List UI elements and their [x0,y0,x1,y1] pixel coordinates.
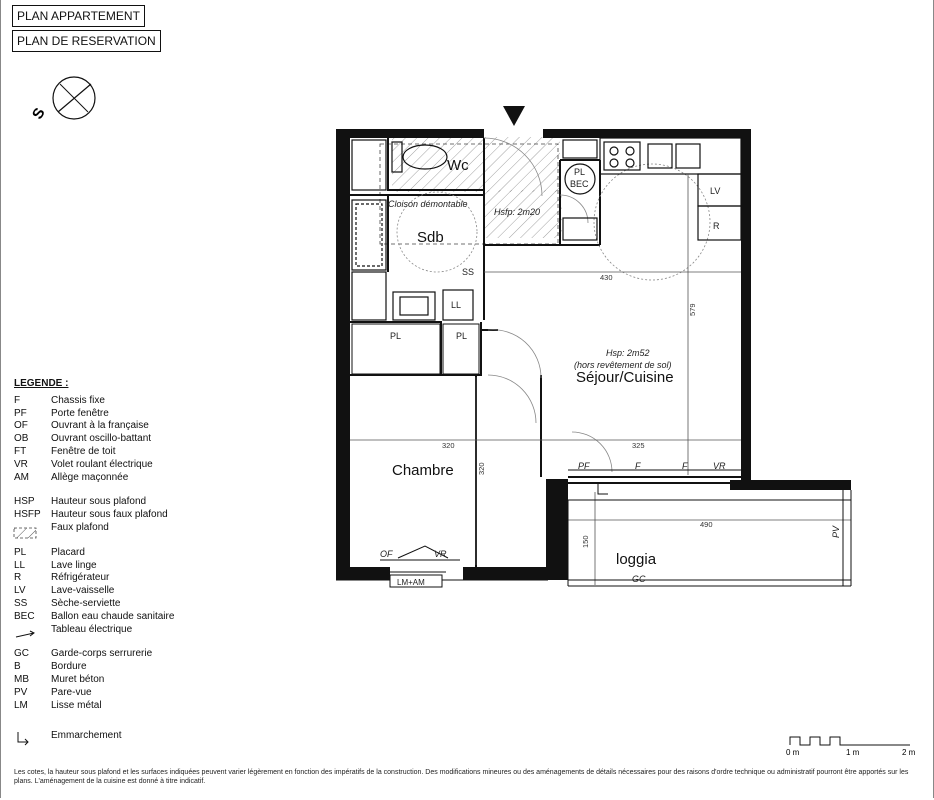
legend-desc: Réfrigérateur [51,572,110,584]
legend-code: GC [14,648,29,660]
legend-code: B [14,661,21,673]
compass-icon [53,77,95,119]
placard-mid-label: PL [456,331,468,341]
legend-code: MB [14,673,29,685]
legend-row [14,648,274,661]
room-wc: Wc [447,157,469,174]
legend-row [14,560,274,573]
vr-label: VR [713,461,726,471]
legend-row [14,433,274,446]
legend-row [14,585,274,598]
legend-desc: Garde-corps serrurerie [51,648,153,660]
legend-desc: Pare-vue [51,686,92,698]
legend-row [14,598,274,611]
lm-am-label: LM+AM [397,578,425,587]
pl-label: PL [574,167,586,177]
legend-row [14,509,274,522]
gc-label: GC [632,574,646,584]
cloison-label: Cloison démontable [388,199,468,209]
hsfp-label: Hsfp: 2m20 [494,207,541,217]
dim-579: 579 [688,303,697,316]
dim-325: 325 [632,441,645,450]
legend-code [14,624,51,637]
legend-desc: Bordure [51,661,87,673]
ll-label: LL [451,300,462,310]
legend-row [14,547,274,560]
hors-revetement-label: (hors revêtement de sol) [574,360,672,370]
plan-reservation-title: PLAN DE RESERVATION [12,30,161,52]
ss-label: SS [462,267,475,277]
bathtub-icon [352,140,386,320]
dim-320-vertical: 320 [477,462,486,475]
legend-row [14,700,274,713]
vr-chambre-label: VR [434,549,447,559]
legend-code: HSFP [14,509,41,521]
legend-desc: Hauteur sous faux plafond [51,509,168,521]
legend-desc: Hauteur sous plafond [51,496,147,508]
legend-row [14,687,274,700]
legend-code: PL [14,546,27,558]
f-label-1: F [635,461,641,471]
legend-desc: Allège maçonnée [51,471,129,483]
legend-code: R [14,572,22,584]
legend-code: SS [14,597,28,609]
r-label: R [713,221,720,231]
legend-row [14,395,274,408]
room-sejour-cuisine: Séjour/Cuisine [576,369,674,386]
loggia-outline [568,490,851,586]
legend-row [14,522,274,535]
legend-desc: Lave linge [51,559,97,571]
dim-490: 490 [700,520,713,529]
legend-row [14,611,274,624]
legend-row [14,472,274,485]
bec-label: BEC [570,179,589,189]
scale-1m: 1 m [846,748,860,757]
legend-row [14,661,274,674]
legend-code: LV [14,585,26,597]
legend-code: VR [14,458,28,470]
legend-desc: Porte fenêtre [51,407,109,419]
placard-left-label: PL [390,331,402,341]
room-sdb: Sdb [417,229,444,246]
legend-row [14,572,274,585]
legend-row [14,674,274,687]
legend-desc: Chassis fixe [51,394,105,406]
plan-appartement-title: PLAN APPARTEMENT [12,5,145,27]
legend-desc: Ouvrant à la française [51,420,149,432]
hsp-label: Hsp: 2m52 [606,348,650,358]
legend-code: F [14,394,21,406]
legend-row [14,624,274,637]
legend-code: HSP [14,496,35,508]
pf-label: PF [578,461,590,471]
legend-code: AM [14,471,29,483]
legend-desc: Sèche-serviette [51,597,121,609]
electrical-panel-icon [598,484,608,494]
room-chambre: Chambre [392,462,454,479]
legend-code: LL [14,559,26,571]
legend-desc: Ouvrant oscillo-battant [51,433,152,445]
legend-desc: Tableau électrique [51,623,133,635]
legend-desc: Ballon eau chaude sanitaire [51,610,175,622]
legend-emmarchement: Emmarchement [51,730,122,742]
legend-desc: Volet roulant électrique [51,458,153,470]
exterior-walls [336,129,851,580]
legend [14,378,274,743]
entrance-arrow-icon [503,106,525,126]
scale-bar [790,737,910,745]
legend-desc: Placard [51,546,85,558]
footnote: Les cotes, la hauteur sous plafond et les surfaces indiquées peuvent varier légèrement en fonction des impératifs de la construction. Des modifications mineures ou des aménagements de détails nécessaires pour des raisons d'ordre technique ou administratif pourront être apportés sur les plans. L'aménagement de la cuisine est donné à titre indicatif. [14,769,909,785]
legend-row [14,459,274,472]
dim-430: 430 [600,273,613,282]
legend-desc: Muret béton [51,673,105,685]
legend-desc: Lave-vaisselle [51,585,115,597]
dim-150: 150 [581,535,590,548]
lv-label: LV [710,186,721,196]
legend-header: LEGENDE : [14,378,69,389]
scale-0m: 0 m [786,748,800,757]
legend-code: LM [14,699,28,711]
legend-code: PV [14,686,28,698]
legend-row [14,420,274,433]
legend-row [14,496,274,509]
legend-code: OB [14,433,29,445]
legend-row [14,408,274,421]
of-label: OF [380,549,393,559]
room-loggia: loggia [616,551,657,568]
pv-label: PV [831,525,841,538]
legend-code [14,522,51,535]
legend-code: OF [14,420,28,432]
legend-row [14,446,274,459]
compass-south-label: S [28,105,49,123]
legend-code: BEC [14,610,35,622]
legend-code: FT [14,445,27,457]
scale-2m: 2 m [902,748,916,757]
dim-320-horizontal: 320 [442,441,455,450]
legend-desc: Lisse métal [51,699,102,711]
f-label-2: F [682,461,688,471]
legend-code: PF [14,407,27,419]
legend-desc: Faux plafond [51,521,109,533]
legend-desc: Fenêtre de toit [51,445,116,457]
